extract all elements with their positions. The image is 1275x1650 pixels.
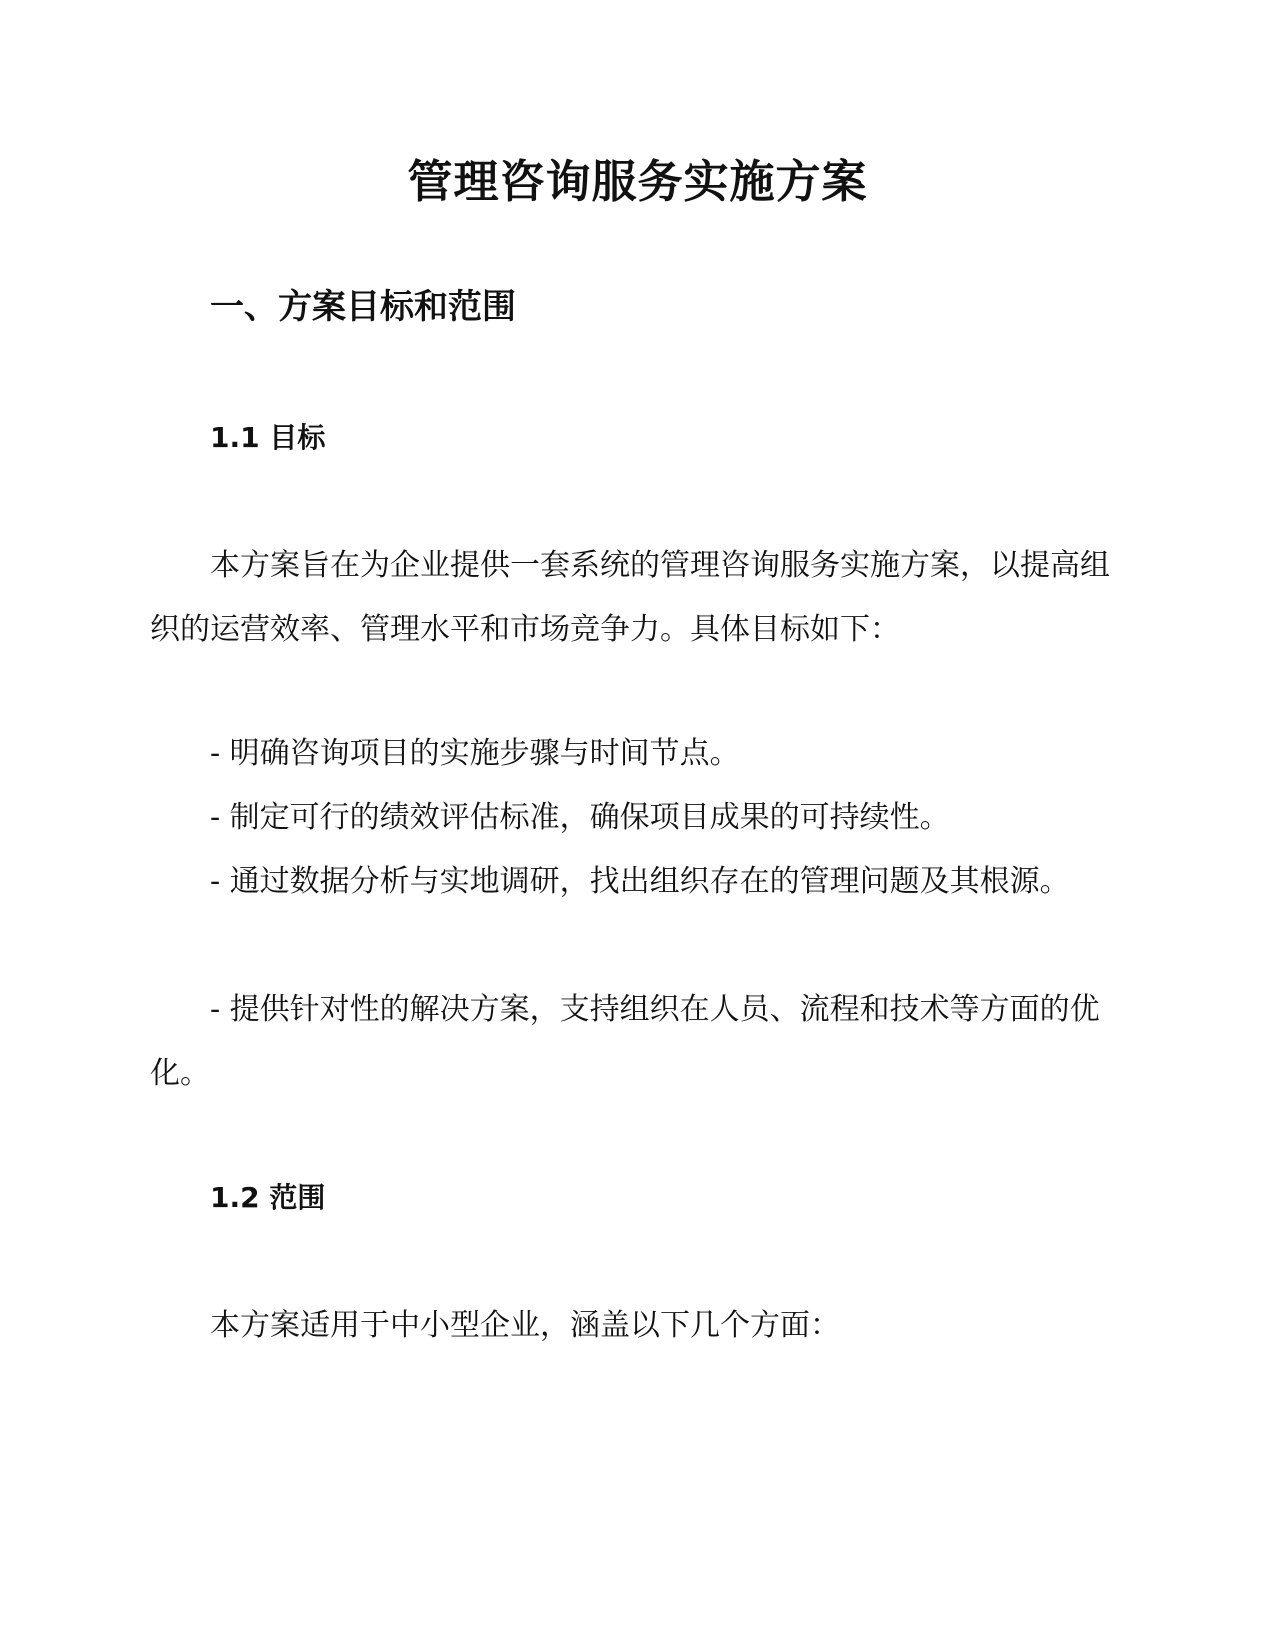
goal-intro-paragraph: 本方案旨在为企业提供一套系统的管理咨询服务实施方案，以提高组织的运营效率、管理水平和市场竞争力。具体目标如下： bbox=[150, 548, 1110, 647]
goal-bullet-1: - 明确咨询项目的实施步骤与时间节点。 bbox=[210, 736, 740, 771]
subsection-heading-1-1: 1.1 目标 bbox=[210, 421, 326, 454]
document-title: 管理咨询服务实施方案 bbox=[407, 155, 868, 208]
scope-intro-paragraph: 本方案适用于中小型企业，涵盖以下几个方面： bbox=[210, 1308, 840, 1343]
goal-bullet-4: - 提供针对性的解决方案，支持组织在人员、流程和技术等方面的优化。 bbox=[150, 992, 1100, 1091]
subsection-heading-1-2: 1.2 范围 bbox=[210, 1181, 326, 1214]
goal-bullet-2: - 制定可行的绩效评估标准，确保项目成果的可持续性。 bbox=[210, 800, 950, 835]
goal-bullet-3: - 通过数据分析与实地调研，找出组织存在的管理问题及其根源。 bbox=[210, 864, 1070, 899]
section-heading-1: 一、方案目标和范围 bbox=[210, 287, 516, 327]
